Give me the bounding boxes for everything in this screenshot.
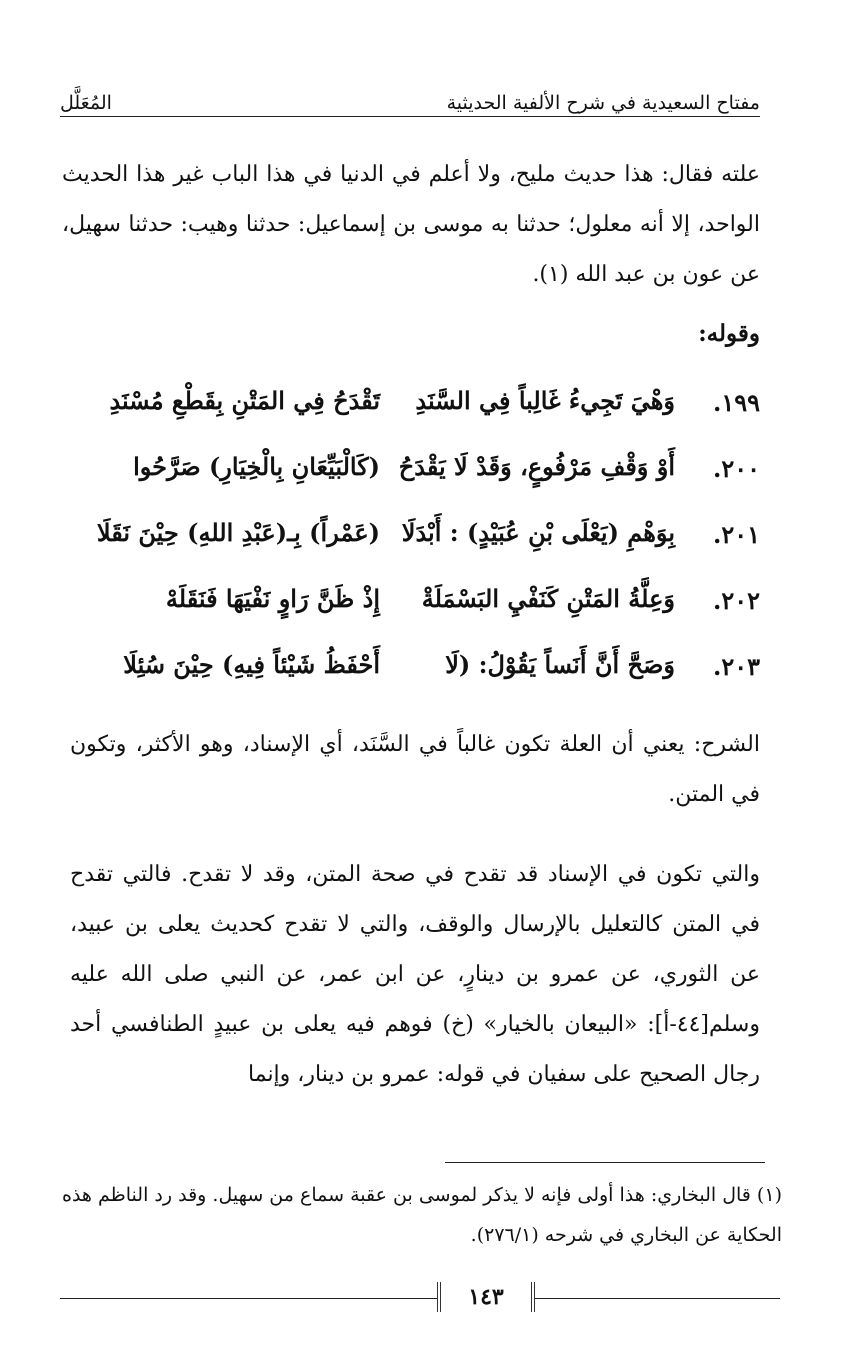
verse-first-hemistich: بِوَهْمِ (يَعْلَى بْنِ عُبَيْدٍ) : أَبْدَلَا (401, 518, 675, 547)
page-footer (60, 1280, 780, 1320)
header-rule (60, 116, 760, 117)
verse-203 (60, 646, 760, 696)
paragraph-isnad-quote: علته فقال: هذا حديث مليح، ولا أعلم في الدنيا في هذا الباب غير هذا الحديث الواحد، إلا أنه معلول؛ حدثنا به موسى بن إسماعيل: حدثنا وهيب: حدثنا سهيل، عن عون بن عبد الله (١). (62, 162, 760, 287)
footnote-separator (445, 1162, 765, 1163)
verse-number: ٢٠٠. (712, 454, 760, 483)
verse-201 (60, 514, 760, 564)
footer-rule (60, 1298, 780, 1299)
header-chapter-title: المُعَلَّل (60, 92, 118, 114)
verse-first-hemistich: وَعِلَّةُ المَتْنِ كَنَفْيِ البَسْمَلَةْ (421, 584, 675, 613)
verse-second-hemistich: أَحْفَظُ شَيْئاً فِيهِ) حِيْنَ سُئِلَا (123, 650, 380, 679)
header-book-title: مفتاح السعيدية في شرح الألفية الحديثية (441, 92, 760, 114)
verse-number: ٢٠١. (712, 520, 760, 549)
footnote: (١) قال البخاري: هذا أولى فإنه لا يذكر لموسى بن عقبة سماع من سهيل. وقد رد الناظم هذه الحكاية عن البخاري في شرحه (٢٧٦/١). (62, 1184, 782, 1246)
verse-second-hemistich: إِذْ ظَنَّ رَاوٍ نَفْيَهَا فَنَقَلَهْ (165, 584, 380, 613)
verse-number: ٢٠٣. (712, 652, 760, 681)
verse-202 (60, 580, 760, 630)
verse-second-hemistich: (عَمْراً) بِـ(عَبْدِ اللهِ) حِيْنَ نَقَلَا (96, 518, 380, 547)
verse-first-hemistich: وَهْيَ تَجِيءُ غَالِباً فِي السَّنَدِ (415, 386, 675, 415)
verse-200 (60, 448, 760, 498)
verse-second-hemistich: (كَالْبَيِّعَانِ بِالْخِيَارِ) صَرَّحُوا (133, 452, 380, 481)
page-number: ١٤٣ (437, 1282, 535, 1312)
running-header (60, 92, 760, 122)
paragraph-sharh: الشرح: يعني أن العلة تكون غالباً في السَّنَد، أي الإسناد، وهو الأكثر، وتكون في المتن. (70, 732, 760, 807)
verse-number: ٢٠٢. (712, 586, 760, 615)
verse-first-hemistich: أَوْ وَقْفِ مَرْفُوعٍ، وَقَدْ لَا يَقْدَحُ (398, 452, 675, 481)
verse-first-hemistich: وَصَحَّ أَنَّ أَنَساً يَقُوْلُ: (لَا (445, 650, 675, 679)
verse-number: ١٩٩. (712, 388, 760, 417)
poem-intro-label: وقوله: (698, 320, 760, 347)
verse-second-hemistich: تَقْدَحُ فِي المَتْنِ بِقَطْعِ مُسْنَدِ (109, 386, 380, 415)
paragraph-explanation: والتي تكون في الإسناد قد تقدح في صحة المتن، وقد لا تقدح. فالتي تقدح في المتن كالتعليل بالإرسال والوقف، والتي لا تقدح كحديث يعلى بن عبيد، عن الثوري، عن عمرو بن دينارٍ، عن ابن عمر، عن النبي صلى الله عليه وسلم[٤٤-أ]: «البيعان بالخيار» (خ) فوهم فيه يعلى بن عبيدٍ الطنافسي أحد رجال الصحيح على سفيان في قوله: عمرو بن دينار، وإنما (70, 862, 760, 1087)
verse-199 (60, 382, 760, 432)
